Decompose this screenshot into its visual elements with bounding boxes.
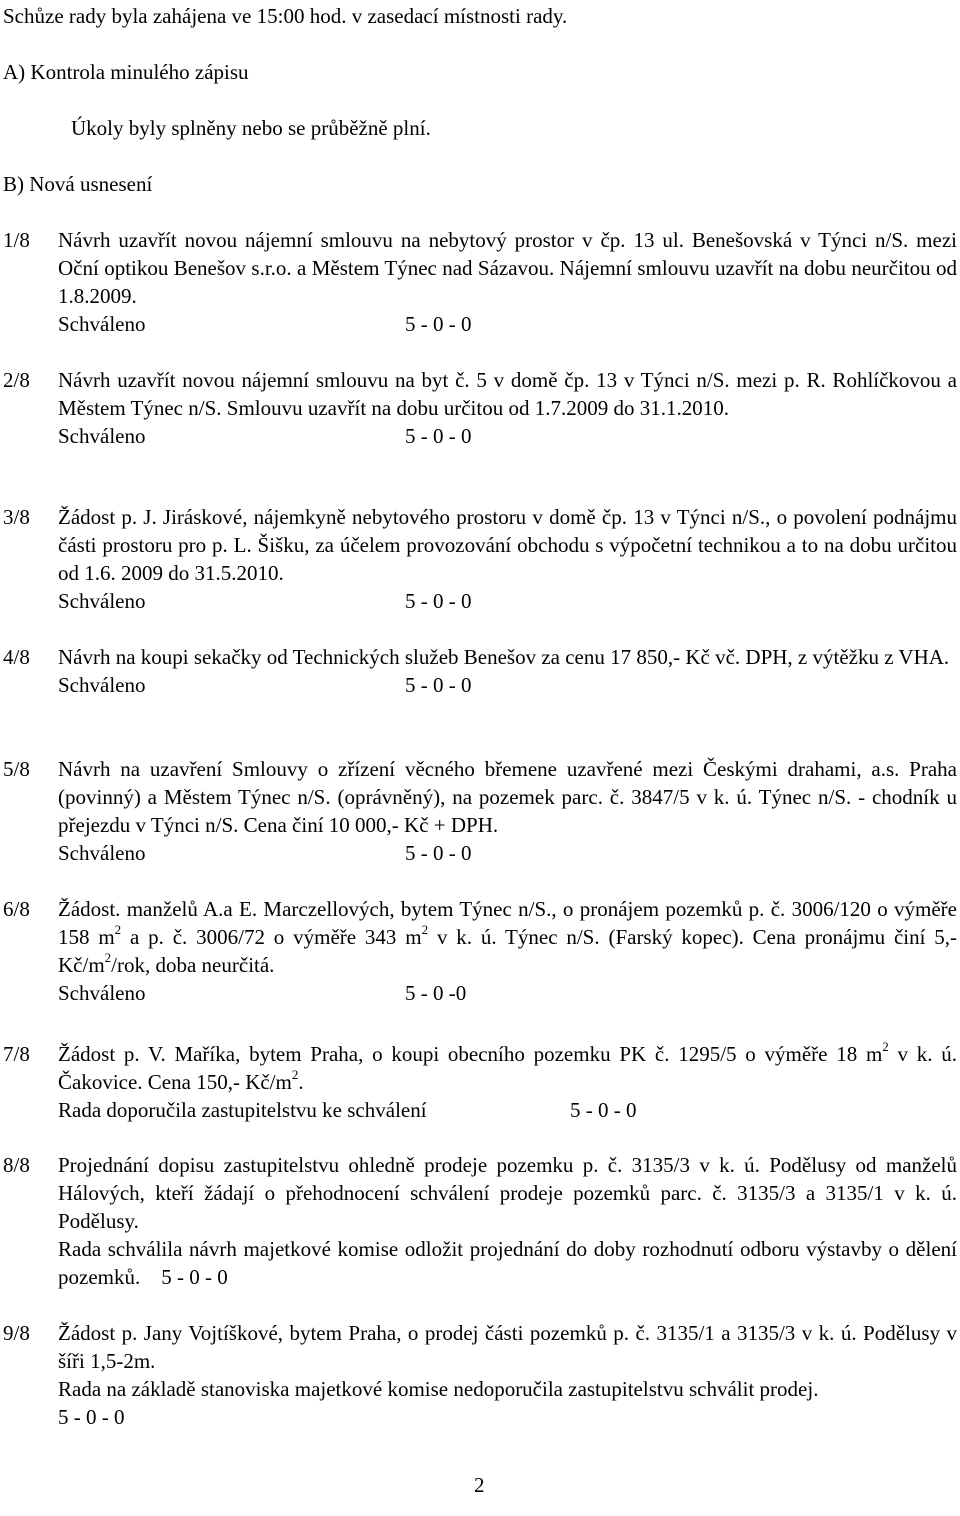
vote-row — [58, 587, 957, 615]
vote-label: Schváleno — [58, 312, 146, 336]
section-a-text: Úkoly byly splněny nebo se průběžně plní. — [71, 116, 431, 140]
vote-row — [58, 422, 957, 450]
resolution-item-5 — [58, 755, 957, 867]
resolution-number: 7/8 — [3, 1042, 30, 1066]
intro-text: Schůze rady byla zahájena ve 15:00 hod. v zasedací místnosti rady. — [3, 4, 568, 28]
superscript: 2 — [882, 1039, 889, 1054]
resolution-item-8 — [58, 1151, 957, 1291]
resolution-text: Žádost p. Jany Vojtíškové, bytem Praha, o prodej části pozemků p. č. 3135/1 a 3135/3 v k. ú. Podělusy v šíři 1,5-2m. — [58, 1321, 957, 1373]
decision-text-part: Rada schválila návrh majetkové komise odložit projednání do doby rozhodnutí odboru výstavby o dělení pozemků. — [58, 1237, 957, 1289]
resolution-text-part: a p. č. 3006/72 o výměře 343 m — [121, 925, 422, 949]
section-b-heading: B) Nová usnesení — [3, 172, 153, 196]
resolution-number: 1/8 — [3, 228, 30, 252]
superscript: 2 — [421, 922, 429, 937]
superscript: 2 — [104, 950, 112, 965]
resolution-item-2 — [58, 366, 957, 450]
vote-label: Schváleno — [58, 589, 146, 613]
decision-text: Rada na základě stanoviska majetkové komise nedoporučila zastupitelstvu schválit prodej. — [58, 1377, 819, 1401]
resolution-text: Návrh na koupi sekačky od Technických služeb Benešov za cenu 17 850,- Kč vč. DPH, z výtěžku z VHA. — [58, 645, 950, 669]
vote-result: 5 - 0 - 0 — [405, 841, 472, 865]
vote-row — [58, 671, 957, 699]
vote-label: Schváleno — [58, 841, 146, 865]
resolution-text: Návrh uzavřít novou nájemní smlouvu na nebytový prostor v čp. 13 ul. Benešovská v Týnci n/S. mezi Oční optikou Benešov s.r.o. a Městem Týnec nad Sázavou. Nájemní smlouvu uzavřít na dobu neurčitou od 1.8.2009. — [58, 228, 957, 308]
resolution-text: Návrh na uzavření Smlouvy o zřízení věcného břemene uzavřené mezi Českými drahami, a.s. Praha (povinný) a Městem Týnec n/S. (oprávněný), na pozemek parc. č. 3847/5 v k. ú. Týnec n/S. - chodník u přejezdu v Týnci n/S. Cena činí 10 000,- Kč + DPH. — [58, 757, 957, 837]
resolution-text — [58, 895, 957, 979]
vote-label: Schváleno — [58, 424, 146, 448]
resolution-text: Projednání dopisu zastupitelstvu ohledně prodeje pozemku p. č. 3135/3 v k. ú. Podělusy od manželů Hálových, kteří žádají o přehodnocení schválení prodeje pozemků parc. č. 3135/3 a 3135/1 v k. ú. Podělusy. — [58, 1153, 957, 1233]
resolution-text — [58, 1040, 957, 1096]
resolution-number: 9/8 — [3, 1321, 30, 1345]
resolution-text-part: . — [298, 1070, 304, 1094]
resolution-number: 2/8 — [3, 368, 30, 392]
resolution-text-part: v k. ú. Čakovice. Cena 150,- Kč/m — [58, 1042, 958, 1094]
resolution-item-7 — [58, 1040, 957, 1124]
vote-result: 5 - 0 - 0 — [570, 1098, 637, 1122]
vote-row — [58, 839, 957, 867]
vote-result: 5 - 0 - 0 — [161, 1265, 228, 1289]
resolution-number: 6/8 — [3, 897, 30, 921]
resolution-number: 5/8 — [3, 757, 30, 781]
resolution-text-part: /rok, doba neurčitá. — [111, 953, 275, 977]
vote-row — [58, 310, 957, 338]
superscript: 2 — [291, 1067, 299, 1082]
resolution-text-part: Žádost p. V. Maříka, bytem Praha, o koupi obecního pozemku PK č. 1295/5 o výměře 18 m — [58, 1042, 883, 1066]
vote-result: 5 - 0 - 0 — [405, 673, 472, 697]
vote-label: Schváleno — [58, 981, 146, 1005]
resolution-number: 3/8 — [3, 505, 30, 529]
resolution-text-part: Žádost. manželů A.a E. Marczellových, bytem Týnec n/S., o pronájem pozemků p. č. 3006/120 o výměře 158 m — [58, 897, 957, 949]
resolution-item-4 — [58, 643, 957, 699]
resolution-item-1 — [58, 226, 957, 338]
resolution-item-3 — [58, 503, 957, 615]
vote-row — [58, 1096, 957, 1124]
resolution-text-part: v k. ú. Týnec n/S. (Farský kopec). Cena pronájmu činí 5,- Kč/m — [58, 925, 958, 977]
resolution-text: Návrh uzavřít novou nájemní smlouvu na byt č. 5 v domě čp. 13 v Týnci n/S. mezi p. R. Rohlíčkovou a Městem Týnec n/S. Smlouvu uzavřít na dobu určitou od 1.7.2009 do 31.1.2010. — [58, 368, 957, 420]
section-a-heading: A) Kontrola minulého zápisu — [3, 60, 249, 84]
page-number: 2 — [474, 1473, 485, 1497]
vote-result: 5 - 0 - 0 — [405, 589, 472, 613]
resolution-number: 8/8 — [3, 1153, 30, 1177]
vote-row — [58, 979, 957, 1007]
resolution-item-9 — [58, 1319, 957, 1431]
recommendation-text: Rada doporučila zastupitelstvu ke schválení — [58, 1098, 427, 1122]
vote-label: Schváleno — [58, 673, 146, 697]
vote-result: 5 - 0 - 0 — [405, 312, 472, 336]
vote-result: 5 - 0 - 0 — [58, 1405, 125, 1429]
superscript: 2 — [114, 922, 122, 937]
resolution-text: Žádost p. J. Jiráskové, nájemkyně nebytového prostoru v domě čp. 13 v Týnci n/S., o povolení podnájmu části prostoru pro p. L. Šišku, za účelem provozování obchodu s výpočetní technikou a to na dobu určitou od 1.6. 2009 do 31.5.2010. — [58, 505, 957, 585]
vote-result: 5 - 0 - 0 — [405, 424, 472, 448]
resolution-item-6 — [58, 895, 957, 1007]
resolution-number: 4/8 — [3, 645, 30, 669]
decision-text — [58, 1235, 957, 1291]
vote-result: 5 - 0 -0 — [405, 981, 467, 1005]
